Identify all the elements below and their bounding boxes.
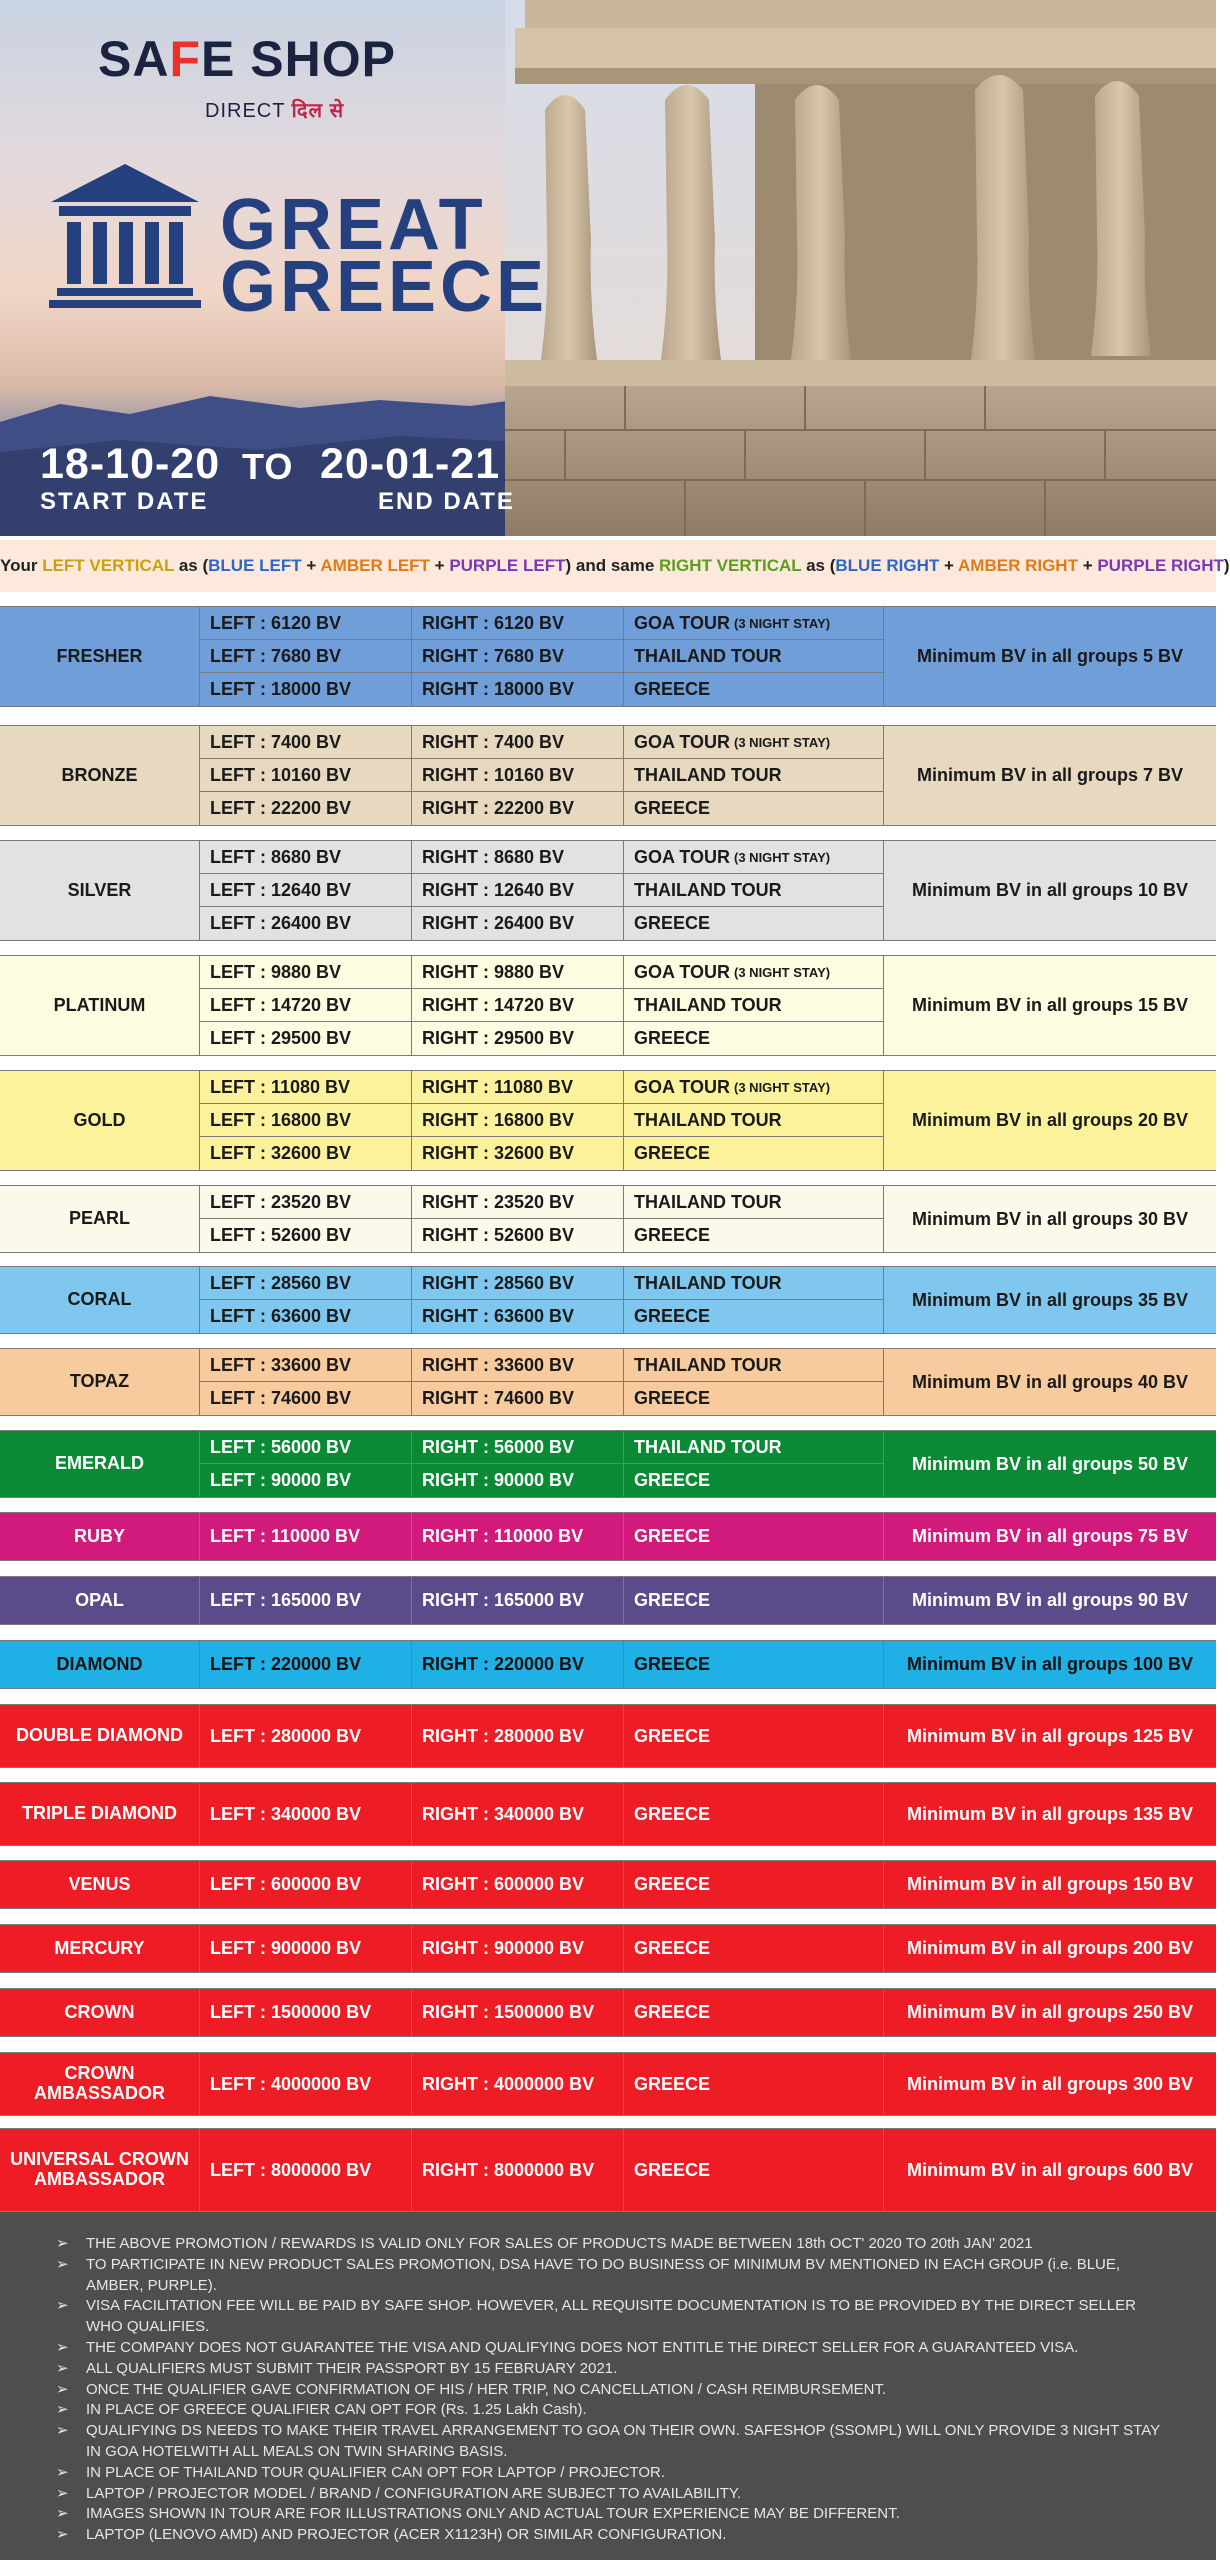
right-bv: RIGHT : 7680 BV: [412, 640, 624, 673]
right-bv: RIGHT : 63600 BV: [412, 1300, 624, 1333]
group-bronze: [0, 725, 1216, 826]
reward: [624, 673, 884, 706]
group-emerald: [0, 1430, 1216, 1498]
group-mercury: [0, 1924, 1216, 1973]
left-bv: LEFT : 900000 BV: [200, 1925, 412, 1972]
group-name: BRONZE: [0, 726, 200, 825]
reward-name: GREECE: [634, 1526, 711, 1546]
right-bv: RIGHT : 8680 BV: [412, 841, 624, 874]
right-bv: RIGHT : 14720 BV: [412, 989, 624, 1022]
minimum-bv: Minimum BV in all groups 135 BV: [906, 1803, 1194, 1824]
reward-name: GREECE: [634, 1654, 711, 1674]
reward-name: GREECE: [634, 913, 711, 933]
right-bv: RIGHT : 23520 BV: [412, 1186, 624, 1219]
reward-name: GREECE: [634, 1938, 711, 1958]
reward-name: GOA TOUR: [634, 612, 731, 633]
right-bv: RIGHT : 1500000 BV: [412, 1989, 624, 2036]
right-bv: RIGHT : 7400 BV: [412, 726, 624, 759]
vertical-instruction: Your LEFT VERTICAL as (BLUE LEFT + AMBER LEFT + PURPLE LEFT) and same RIGHT VERTICAL as (BLUE RIGHT + AMBER RIGHT + PURPLE RIGHT): [0, 540, 1216, 592]
left-bv: LEFT : 7680 BV: [200, 640, 412, 673]
left-bv: LEFT : 6120 BV: [200, 607, 412, 640]
reward: [624, 874, 884, 907]
left-bv: LEFT : 56000 BV: [200, 1431, 412, 1464]
reward-note: (3 NIGHT STAY): [734, 964, 831, 980]
left-bv: LEFT : 4000000 BV: [200, 2053, 412, 2115]
term-item: ➢ IN PLACE OF GREECE QUALIFIER CAN OPT FOR (Rs. 1.25 Lakh Cash).: [56, 2400, 1176, 2421]
right-bv: RIGHT : 32600 BV: [412, 1137, 624, 1170]
group-name: PEARL: [0, 1186, 200, 1252]
right-bv: RIGHT : 10160 BV: [412, 759, 624, 792]
group-platinum: [0, 955, 1216, 1056]
reward: [624, 1137, 884, 1170]
reward-name: GREECE: [634, 679, 711, 699]
minimum-bv: Minimum BV in all groups 150 BV: [906, 1874, 1194, 1894]
reward-name: GREECE: [634, 1143, 711, 1163]
term-item: ➢ IN PLACE OF THAILAND TOUR QUALIFIER CAN OPT FOR LAPTOP / PROJECTOR.: [56, 2463, 1176, 2484]
group-fresher: [0, 606, 1216, 707]
group-name: CORAL: [0, 1267, 200, 1333]
minimum-bv: Minimum BV in all groups 250 BV: [906, 2002, 1194, 2022]
left-bv: LEFT : 10160 BV: [200, 759, 412, 792]
term-item: ➢ VISA FACILITATION FEE WILL BE PAID BY SAFE SHOP. HOWEVER, ALL REQUISITE DOCUMENTATION IS TO BE PROVIDED BY THE DIRECT SELLER WHO QUALIFIES.: [56, 2296, 1176, 2338]
left-bv: LEFT : 165000 BV: [200, 1577, 412, 1624]
reward: [624, 1267, 884, 1300]
right-bv: RIGHT : 12640 BV: [412, 874, 624, 907]
right-bv: RIGHT : 4000000 BV: [412, 2053, 624, 2115]
reward: [624, 726, 884, 759]
reward: [624, 607, 884, 640]
left-bv: LEFT : 52600 BV: [200, 1219, 412, 1252]
reward-name: GOA TOUR: [634, 961, 731, 982]
minimum-bv: Minimum BV in all groups 200 BV: [906, 1938, 1194, 1958]
reward-name: THAILAND TOUR: [634, 645, 782, 666]
left-bv: LEFT : 8000000 BV: [200, 2129, 412, 2211]
group-name: DOUBLE DIAMOND: [0, 1705, 200, 1767]
start-date-label: START DATE: [40, 488, 209, 515]
reward-note: (3 NIGHT STAY): [734, 1079, 831, 1095]
reward: [624, 1300, 884, 1333]
group-name: CROWN AMBASSADOR: [0, 2053, 200, 2115]
minimum-bv: Minimum BV in all groups 100 BV: [906, 1654, 1194, 1674]
reward: [624, 1783, 884, 1845]
group-name: TOPAZ: [0, 1349, 200, 1415]
left-bv: LEFT : 11080 BV: [200, 1071, 412, 1104]
right-bv: RIGHT : 29500 BV: [412, 1022, 624, 1055]
term-item: ➢ TO PARTICIPATE IN NEW PRODUCT SALES PROMOTION, DSA HAVE TO DO BUSINESS OF MINIMUM BV MENTIONED IN EACH GROUP (i.e. BLUE, AMBER, PURPLE).: [56, 2255, 1176, 2297]
start-date: 18-10-20: [40, 440, 221, 488]
reward-note: (3 NIGHT STAY): [734, 734, 831, 750]
logo-tagline: DIRECT दिल से: [205, 100, 345, 122]
right-bv: RIGHT : 18000 BV: [412, 673, 624, 706]
reward: [624, 1925, 884, 1972]
reward-name: GOA TOUR: [634, 1076, 731, 1097]
term-item: ➢ QUALIFYING DS NEEDS TO MAKE THEIR TRAVEL ARRANGEMENT TO GOA ON THEIR OWN. SAFESHOP (SSOMPL) WILL ONLY PROVIDE 3 NIGHT STAY IN GOA HOTELWITH ALL MEALS ON TWIN SHARING BASIS.: [56, 2421, 1176, 2463]
reward: [624, 1464, 884, 1497]
minimum-bv: Minimum BV in all groups 600 BV: [906, 2159, 1194, 2180]
group-name: MERCURY: [0, 1925, 200, 1972]
minimum-bv: Minimum BV in all groups 15 BV: [911, 995, 1189, 1015]
reward-name: GREECE: [634, 1725, 711, 1746]
group-name: GOLD: [0, 1071, 200, 1170]
reward: [624, 759, 884, 792]
minimum-bv: Minimum BV in all groups 5 BV: [916, 646, 1184, 666]
reward-name: GOA TOUR: [634, 846, 731, 867]
reward: [624, 1861, 884, 1908]
reward: [624, 1219, 884, 1252]
reward-name: GREECE: [634, 1028, 711, 1048]
minimum-bv: Minimum BV in all groups 75 BV: [911, 1526, 1189, 1546]
reward-name: GREECE: [634, 1225, 711, 1245]
term-item: ➢ ALL QUALIFIERS MUST SUBMIT THEIR PASSPORT BY 15 FEBRUARY 2021.: [56, 2359, 1176, 2380]
right-bv: RIGHT : 280000 BV: [412, 1705, 624, 1767]
left-bv: LEFT : 1500000 BV: [200, 1989, 412, 2036]
minimum-bv: Minimum BV in all groups 30 BV: [911, 1208, 1189, 1229]
group-venus: [0, 1860, 1216, 1909]
reward-name: GREECE: [634, 798, 711, 818]
group-name: TRIPLE DIAMOND: [0, 1783, 200, 1845]
group-opal: [0, 1576, 1216, 1625]
group-name: CROWN: [0, 1989, 200, 2036]
left-bv: LEFT : 110000 BV: [200, 1513, 412, 1560]
reward: [624, 1104, 884, 1137]
group-name: PLATINUM: [0, 956, 200, 1055]
reward-name: GREECE: [634, 1470, 711, 1490]
right-bv: RIGHT : 28560 BV: [412, 1267, 624, 1300]
right-bv: RIGHT : 8000000 BV: [412, 2129, 624, 2211]
minimum-bv: Minimum BV in all groups 10 BV: [911, 880, 1189, 900]
reward-name: GREECE: [634, 2073, 711, 2094]
minimum-bv: Minimum BV in all groups 125 BV: [906, 1725, 1194, 1746]
left-bv: LEFT : 18000 BV: [200, 673, 412, 706]
reward: [624, 1513, 884, 1560]
group-name: OPAL: [0, 1577, 200, 1624]
safe-shop-logo: SAFE SHOP: [98, 31, 396, 87]
right-bv: RIGHT : 900000 BV: [412, 1925, 624, 1972]
minimum-bv: Minimum BV in all groups 7 BV: [916, 765, 1184, 785]
terms-list: [56, 2234, 1176, 2546]
reward: [624, 1989, 884, 2036]
term-item: ➢ THE ABOVE PROMOTION / REWARDS IS VALID ONLY FOR SALES OF PRODUCTS MADE BETWEEN 18th OCT' 2020 TO 20th JAN' 2021: [56, 2234, 1176, 2255]
left-bv: LEFT : 12640 BV: [200, 874, 412, 907]
reward: [624, 1349, 884, 1382]
title-greece: GREECE: [220, 247, 549, 327]
end-date-label: END DATE: [378, 488, 515, 515]
left-bv: LEFT : 23520 BV: [200, 1186, 412, 1219]
reward-name: THAILAND TOUR: [634, 1272, 782, 1293]
right-bv: RIGHT : 33600 BV: [412, 1349, 624, 1382]
minimum-bv: Minimum BV in all groups 35 BV: [911, 1289, 1189, 1310]
reward-name: GREECE: [634, 2002, 711, 2022]
term-item: ➢ IMAGES SHOWN IN TOUR ARE FOR ILLUSTRATIONS ONLY AND ACTUAL TOUR EXPERIENCE MAY BE DIFFERENT.: [56, 2504, 1176, 2525]
group-ruby: [0, 1512, 1216, 1561]
reward-name: THAILAND TOUR: [634, 879, 782, 900]
minimum-bv: Minimum BV in all groups 50 BV: [911, 1453, 1189, 1474]
reward: [624, 1382, 884, 1415]
right-bv: RIGHT : 340000 BV: [412, 1783, 624, 1845]
group-crown-ambassador: [0, 2052, 1216, 2116]
right-bv: RIGHT : 110000 BV: [412, 1513, 624, 1560]
right-bv: RIGHT : 6120 BV: [412, 607, 624, 640]
end-date: 20-01-21: [320, 440, 501, 488]
reward-note: (3 NIGHT STAY): [734, 615, 831, 631]
group-triple-diamond: [0, 1782, 1216, 1846]
left-bv: LEFT : 26400 BV: [200, 907, 412, 940]
left-bv: LEFT : 7400 BV: [200, 726, 412, 759]
group-pearl: [0, 1185, 1216, 1253]
left-bv: LEFT : 90000 BV: [200, 1464, 412, 1497]
right-bv: RIGHT : 9880 BV: [412, 956, 624, 989]
reward: [624, 956, 884, 989]
left-bv: LEFT : 74600 BV: [200, 1382, 412, 1415]
group-name: VENUS: [0, 1861, 200, 1908]
reward-name: GREECE: [634, 1306, 711, 1326]
hero-banner: [0, 0, 1216, 536]
right-bv: RIGHT : 220000 BV: [412, 1641, 624, 1688]
right-bv: RIGHT : 11080 BV: [412, 1071, 624, 1104]
reward: [624, 1071, 884, 1104]
group-gold: [0, 1070, 1216, 1171]
reward-name: THAILAND TOUR: [634, 994, 782, 1015]
left-bv: LEFT : 8680 BV: [200, 841, 412, 874]
greek-temple-icon: [45, 160, 205, 310]
terms-and-conditions: [0, 2212, 1216, 2560]
minimum-bv: Minimum BV in all groups 40 BV: [911, 1371, 1189, 1392]
right-bv: RIGHT : 56000 BV: [412, 1431, 624, 1464]
reward: [624, 2053, 884, 2115]
left-bv: LEFT : 280000 BV: [200, 1705, 412, 1767]
reward: [624, 907, 884, 940]
reward: [624, 1705, 884, 1767]
right-bv: RIGHT : 22200 BV: [412, 792, 624, 825]
reward-name: THAILAND TOUR: [634, 764, 782, 785]
right-bv: RIGHT : 52600 BV: [412, 1219, 624, 1252]
reward: [624, 1641, 884, 1688]
reward-name: GREECE: [634, 1590, 711, 1610]
reward-name: GREECE: [634, 1874, 711, 1894]
group-silver: [0, 840, 1216, 941]
left-bv: LEFT : 340000 BV: [200, 1783, 412, 1845]
group-name: FRESHER: [0, 607, 200, 706]
reward-name: THAILAND TOUR: [634, 1354, 782, 1375]
group-name: RUBY: [0, 1513, 200, 1560]
reward: [624, 841, 884, 874]
reward-name: THAILAND TOUR: [634, 1191, 782, 1212]
right-bv: RIGHT : 165000 BV: [412, 1577, 624, 1624]
reward: [624, 989, 884, 1022]
left-bv: LEFT : 22200 BV: [200, 792, 412, 825]
right-bv: RIGHT : 16800 BV: [412, 1104, 624, 1137]
left-bv: LEFT : 14720 BV: [200, 989, 412, 1022]
group-diamond: [0, 1640, 1216, 1689]
reward-name: GREECE: [634, 2159, 711, 2180]
left-bv: LEFT : 600000 BV: [200, 1861, 412, 1908]
title-great: GREAT: [220, 185, 487, 265]
right-bv: RIGHT : 26400 BV: [412, 907, 624, 940]
left-bv: LEFT : 29500 BV: [200, 1022, 412, 1055]
group-name: SILVER: [0, 841, 200, 940]
group-universal-crown-ambassador: [0, 2128, 1216, 2212]
reward: [624, 1577, 884, 1624]
reward-name: THAILAND TOUR: [634, 1109, 782, 1130]
left-bv: LEFT : 33600 BV: [200, 1349, 412, 1382]
reward: [624, 640, 884, 673]
group-crown: [0, 1988, 1216, 2037]
reward-name: THAILAND TOUR: [634, 1436, 782, 1457]
reward: [624, 1022, 884, 1055]
reward: [624, 2129, 884, 2211]
group-name: EMERALD: [0, 1431, 200, 1497]
reward: [624, 1186, 884, 1219]
group-topaz: [0, 1348, 1216, 1416]
reward-name: GREECE: [634, 1803, 711, 1824]
minimum-bv: Minimum BV in all groups 20 BV: [911, 1110, 1189, 1130]
group-name: DIAMOND: [0, 1641, 200, 1688]
term-item: ➢ THE COMPANY DOES NOT GUARANTEE THE VISA AND QUALIFYING DOES NOT ENTITLE THE DIRECT SELLER FOR A GUARANTEED VISA.: [56, 2338, 1176, 2359]
right-bv: RIGHT : 600000 BV: [412, 1861, 624, 1908]
reward-name: GREECE: [634, 1388, 711, 1408]
right-bv: RIGHT : 90000 BV: [412, 1464, 624, 1497]
group-name: UNIVERSAL CROWN AMBASSADOR: [0, 2129, 200, 2211]
reward: [624, 1431, 884, 1464]
left-bv: LEFT : 28560 BV: [200, 1267, 412, 1300]
left-bv: LEFT : 63600 BV: [200, 1300, 412, 1333]
right-bv: RIGHT : 74600 BV: [412, 1382, 624, 1415]
caryatid-temple-photo: [505, 0, 1216, 536]
reward: [624, 792, 884, 825]
left-bv: LEFT : 9880 BV: [200, 956, 412, 989]
date-separator: TO: [242, 446, 294, 487]
group-double-diamond: [0, 1704, 1216, 1768]
reward-name: GOA TOUR: [634, 731, 731, 752]
left-bv: LEFT : 16800 BV: [200, 1104, 412, 1137]
left-bv: LEFT : 220000 BV: [200, 1641, 412, 1688]
minimum-bv: Minimum BV in all groups 300 BV: [906, 2073, 1194, 2094]
term-item: ➢ ONCE THE QUALIFIER GAVE CONFIRMATION OF HIS / HER TRIP, NO CANCELLATION / CASH REIMBURSEMENT.: [56, 2380, 1176, 2401]
term-item: ➢ LAPTOP (LENOVO AMD) AND PROJECTOR (ACER X1123H) OR SIMILAR CONFIGURATION.: [56, 2525, 1176, 2546]
left-bv: LEFT : 32600 BV: [200, 1137, 412, 1170]
minimum-bv: Minimum BV in all groups 90 BV: [911, 1590, 1189, 1610]
group-coral: [0, 1266, 1216, 1334]
reward-note: (3 NIGHT STAY): [734, 849, 831, 865]
term-item: ➢ LAPTOP / PROJECTOR MODEL / BRAND / CONFIGURATION ARE SUBJECT TO AVAILABILITY.: [56, 2484, 1176, 2505]
